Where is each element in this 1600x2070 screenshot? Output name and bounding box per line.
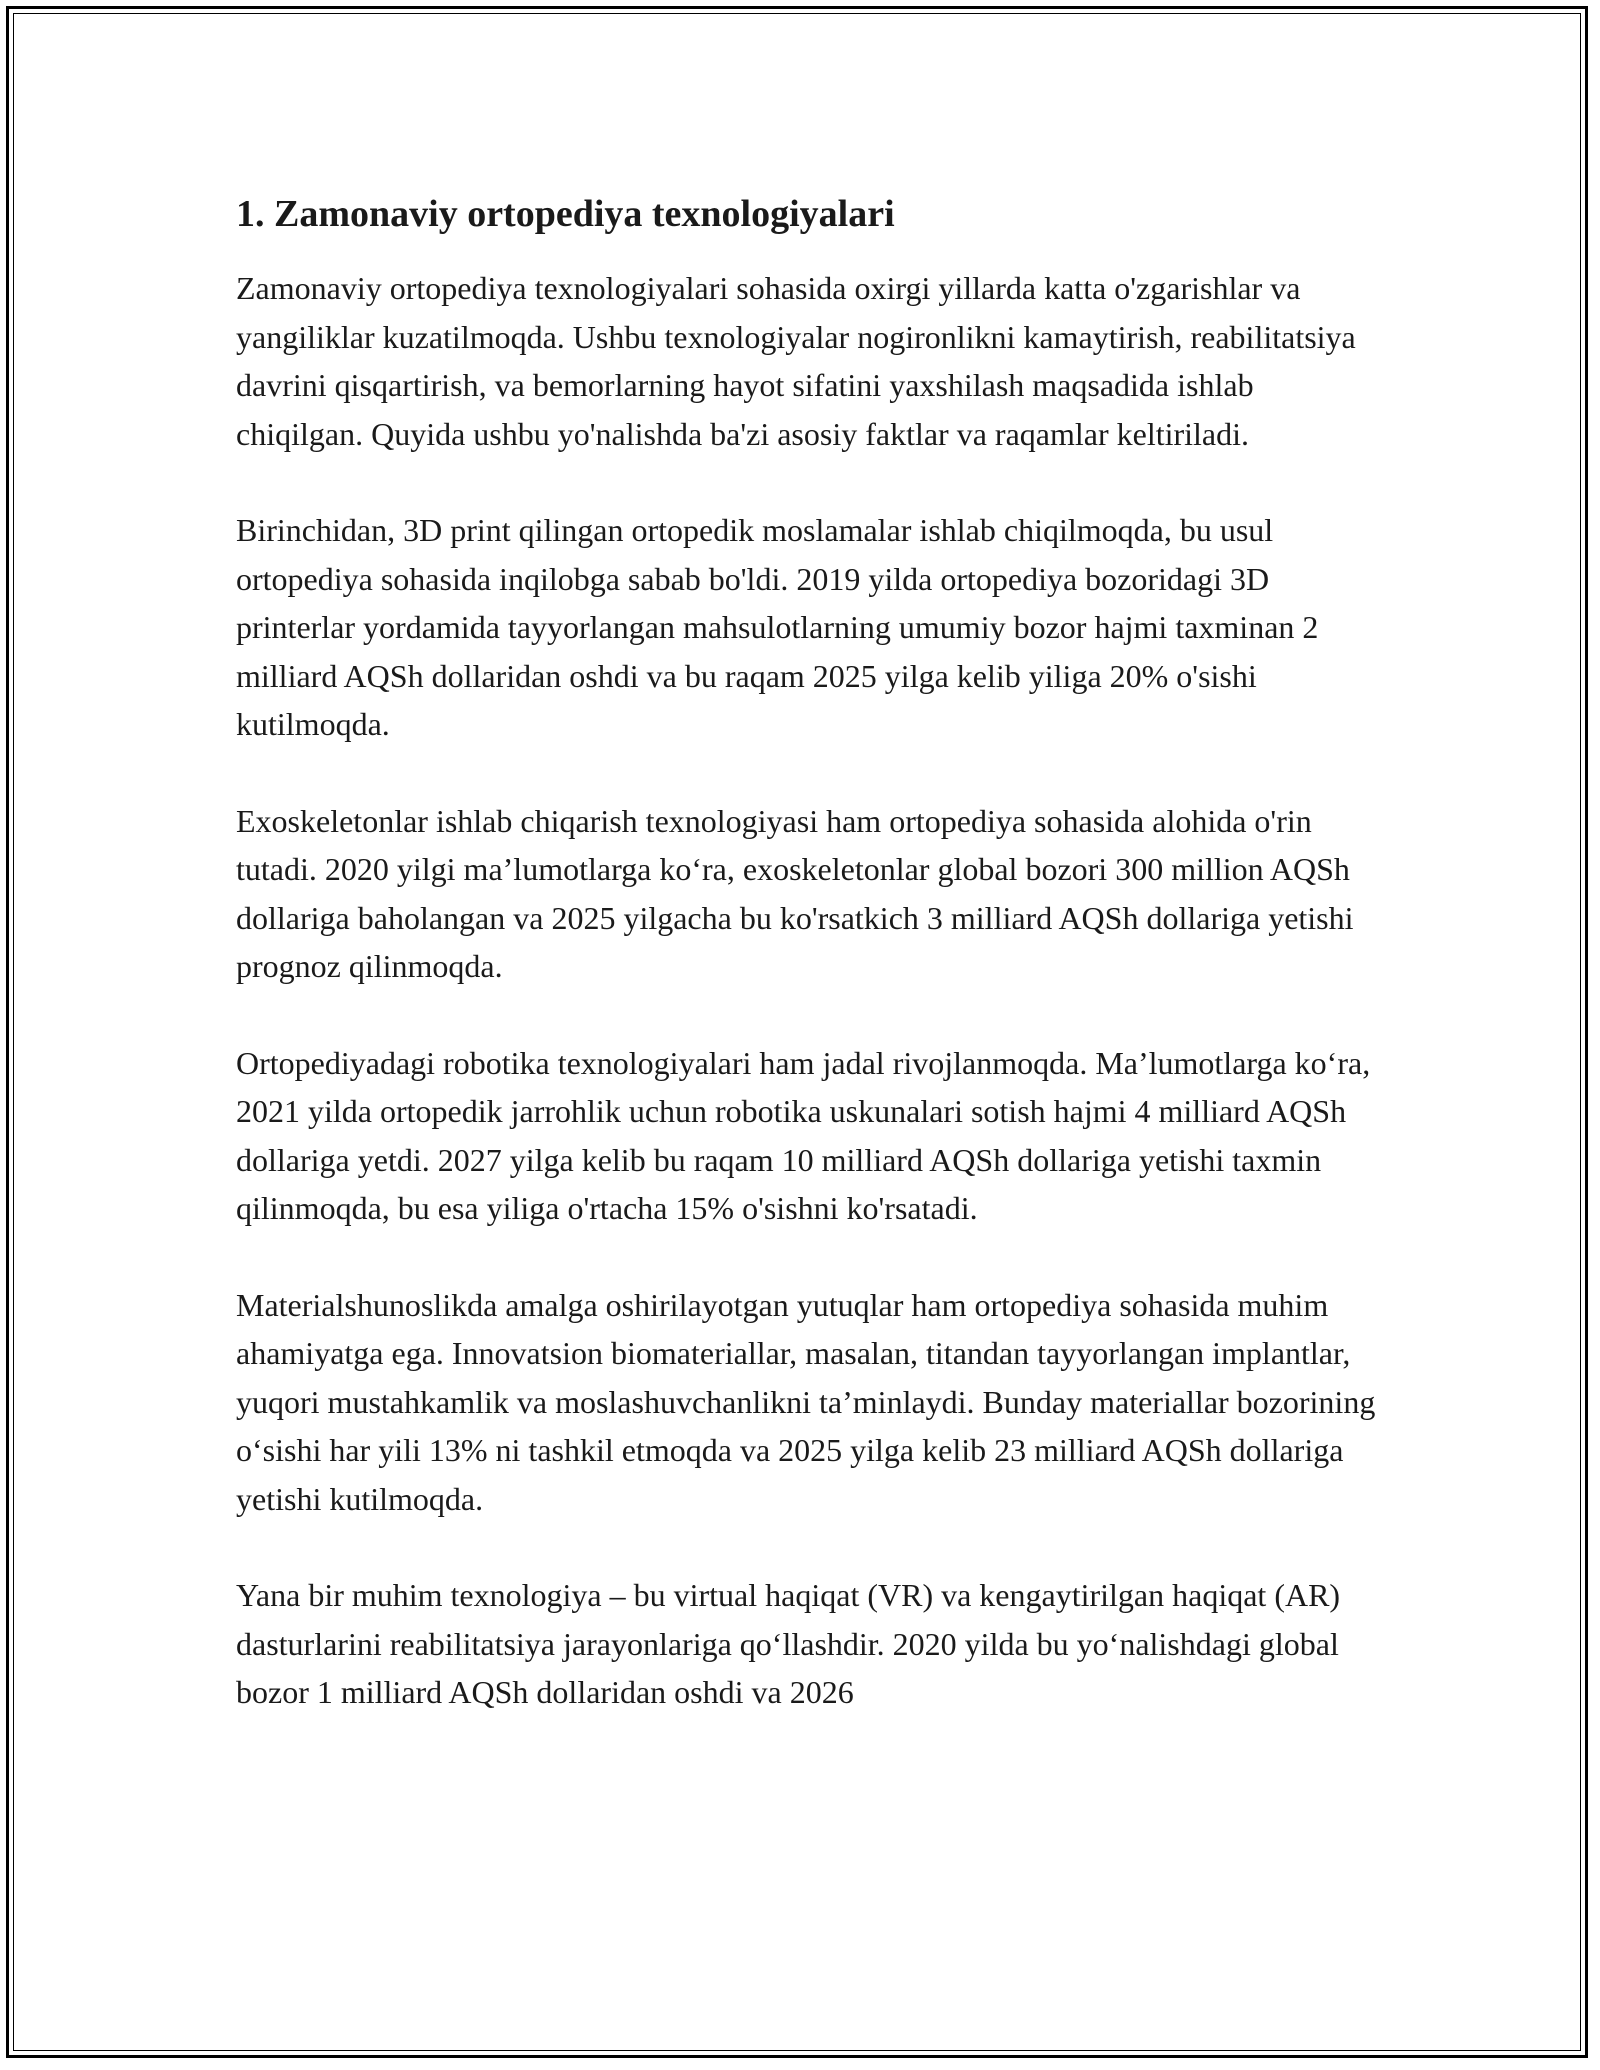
document-body bbox=[236, 186, 1376, 1765]
paragraph-3d-print: Birinchidan, 3D print qilingan ortopedik moslamalar ishlab chiqilmoqda, bu usul ortopediya sohasida inqilobga sabab bo'ldi. 2019 yilda ortopediya bozoridagi 3D printerlar yordamida tayyorlangan mahsulotlarning umumiy bozor hajmi taxminan 2 milliard AQSh dollaridan oshdi va bu raqam 2025 yilga kelib yiliga 20% o'sishi kutilmoqda. bbox=[236, 512, 1319, 742]
document-title: 1. Zamonaviy ortopediya texnologiyalari bbox=[236, 193, 895, 235]
paragraph-intro: Zamonaviy ortopediya texnologiyalari sohasida oxirgi yillarda katta o'zgarishlar va yangiliklar kuzatilmoqda. Ushbu texnologiyalar nogironlikni kamaytirish, reabilitatsiya davrini qisqartirish, va bemorlarning hayot sifatini yaxshilash maqsadida ishlab chiqilgan. Quyida ushbu yo'nalishda ba'zi asosiy faktlar va raqamlar keltiriladi. bbox=[236, 270, 1356, 452]
paragraph-vr-ar: Yana bir muhim texnologiya – bu virtual haqiqat (VR) va kengaytirilgan haqiqat (AR) dasturlarini reabilitatsiya jarayonlariga qo‘llashdir. 2020 yilda bu yo‘nalishdagi global bozor 1 milliard AQSh dollaridan oshdi va 2026 bbox=[236, 1577, 1341, 1710]
paragraph-robotics: Ortopediyadagi robotika texnologiyalari ham jadal rivojlanmoqda. Ma’lumotlarga ko‘ra, 2021 yilda ortopedik jarrohlik uchun robotika uskunalari sotish hajmi 4 milliard AQSh dollariga yetdi. 2027 yilga kelib bu raqam 10 milliard AQSh dollariga yetishi taxmin qilinmoqda, bu esa yiliga o'rtacha 15% o'sishni ko'rsatadi. bbox=[236, 1044, 1371, 1226]
paragraph-materials: Materialshunoslikda amalga oshirilayotgan yutuqlar ham ortopediya sohasida muhim ahamiyatga ega. Innovatsion biomateriallar, masalan, titandan tayyorlangan implantlar, yuqori mustahkamlik va moslashuvchanlikni ta’minlaydi. Bunday materiallar bozorining o‘sishi har yili 13% ni tashkil etmoqda va 2025 yilga kelib 23 milliard AQSh dollariga yetishi kutilmoqda. bbox=[236, 1286, 1376, 1517]
paragraph-exoskeletons: Exoskeletonlar ishlab chiqarish texnologiyasi ham ortopediya sohasida alohida o'rin tutadi. 2020 yilgi ma’lumotlarga ko‘ra, exoskeletonlar global bozori 300 million AQSh dollariga baholangan va 2025 yilgacha bu ko'rsatkich 3 milliard AQSh dollariga yetishi prognoz qilinmoqda. bbox=[236, 802, 1354, 984]
